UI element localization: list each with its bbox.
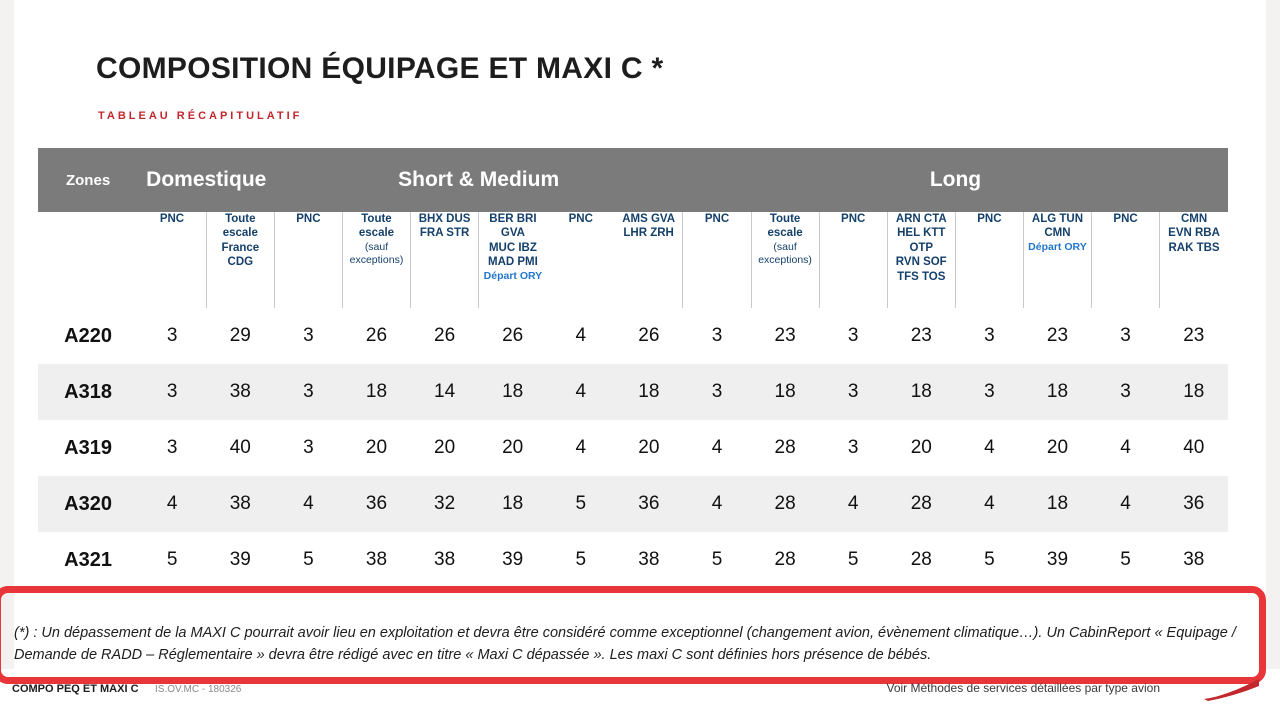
cell: 28: [887, 476, 955, 532]
cell: 3: [138, 420, 206, 476]
cell: 18: [1023, 364, 1091, 420]
subheader-col-2: Toute escale France CDG: [206, 212, 274, 308]
cell: 4: [955, 420, 1023, 476]
table-group-header-row: [38, 148, 1228, 212]
cell: 3: [819, 308, 887, 364]
cell: 18: [615, 364, 683, 420]
cell: 4: [547, 308, 615, 364]
cell: 4: [955, 476, 1023, 532]
cell: 36: [1160, 476, 1228, 532]
cell: 38: [342, 532, 410, 588]
subheader-col-13: PNC: [955, 212, 1023, 308]
cell: 29: [206, 308, 274, 364]
cell: 5: [138, 532, 206, 588]
group-header-short-medium: Short & Medium: [274, 148, 683, 212]
cell: 26: [342, 308, 410, 364]
subheader-col-9: PNC: [683, 212, 751, 308]
subheader-col-4: Toute escale (sauf exceptions): [342, 212, 410, 308]
subheader-col-1: PNC: [138, 212, 206, 308]
subheader-col-3: PNC: [274, 212, 342, 308]
cell: 39: [206, 532, 274, 588]
subheader-zones-blank: [38, 212, 138, 308]
cell: 23: [1160, 308, 1228, 364]
subheader-col-7: PNC: [547, 212, 615, 308]
cell: 36: [615, 476, 683, 532]
cell: 5: [955, 532, 1023, 588]
cell: 26: [479, 308, 547, 364]
group-header-long: Long: [683, 148, 1228, 212]
row-label-a319: A319: [38, 420, 138, 476]
cell: 38: [411, 532, 479, 588]
row-label-a220: A220: [38, 308, 138, 364]
cell: 40: [1160, 420, 1228, 476]
group-header-zones: Zones: [38, 148, 138, 212]
table-row: [38, 420, 1228, 476]
subheader-col-5: BHX DUS FRA STR: [411, 212, 479, 308]
cell: 3: [683, 308, 751, 364]
table-row: [38, 308, 1228, 364]
row-label-a320: A320: [38, 476, 138, 532]
cell: 3: [1092, 308, 1160, 364]
cell: 4: [683, 420, 751, 476]
subheader-col-14: ALG TUN CMN Départ ORY: [1023, 212, 1091, 308]
subheader-col-12: ARN CTA HEL KTT OTP RVN SOF TFS TOS: [887, 212, 955, 308]
cell: 38: [1160, 532, 1228, 588]
cell: 26: [615, 308, 683, 364]
cell: 20: [615, 420, 683, 476]
cell: 4: [547, 420, 615, 476]
cell: 3: [274, 364, 342, 420]
cell: 38: [206, 476, 274, 532]
cell: 26: [411, 308, 479, 364]
cell: 20: [411, 420, 479, 476]
subheader-col-15: PNC: [1092, 212, 1160, 308]
company-logo-icon: [1202, 677, 1262, 703]
page-title: COMPOSITION ÉQUIPAGE ET MAXI C *: [96, 52, 664, 85]
cell: 3: [1092, 364, 1160, 420]
crew-composition-table: [38, 148, 1228, 588]
group-header-domestique: Domestique: [138, 148, 274, 212]
cell: 5: [274, 532, 342, 588]
cell: 4: [274, 476, 342, 532]
cell: 5: [547, 476, 615, 532]
row-label-a318: A318: [38, 364, 138, 420]
cell: 3: [274, 420, 342, 476]
cell: 23: [751, 308, 819, 364]
cell: 3: [274, 308, 342, 364]
cell: 36: [342, 476, 410, 532]
table-row: [38, 476, 1228, 532]
cell: 5: [1092, 532, 1160, 588]
subheader-col-8: AMS GVA LHR ZRH: [615, 212, 683, 308]
cell: 28: [887, 532, 955, 588]
cell: 18: [342, 364, 410, 420]
cell: 38: [206, 364, 274, 420]
cell: 4: [819, 476, 887, 532]
cell: 4: [1092, 476, 1160, 532]
row-label-a321: A321: [38, 532, 138, 588]
cell: 3: [955, 308, 1023, 364]
cell: 3: [819, 420, 887, 476]
cell: 3: [955, 364, 1023, 420]
cell: 18: [479, 476, 547, 532]
table-subheader-row: [38, 212, 1228, 308]
cell: 5: [819, 532, 887, 588]
cell: 20: [479, 420, 547, 476]
cell: 32: [411, 476, 479, 532]
subheader-col-11: PNC: [819, 212, 887, 308]
cell: 4: [1092, 420, 1160, 476]
cell: 28: [751, 420, 819, 476]
cell: 20: [887, 420, 955, 476]
footer-note: Voir Méthodes de services détaillées par type avion: [886, 681, 1160, 695]
table-row: [38, 364, 1228, 420]
cell: 14: [411, 364, 479, 420]
cell: 23: [1023, 308, 1091, 364]
cell: 28: [751, 476, 819, 532]
subheader-col-16: CMN EVN RBA RAK TBS: [1160, 212, 1228, 308]
cell: 18: [1160, 364, 1228, 420]
right-margin-strip: [1266, 0, 1280, 711]
footnote-text: (*) : Un dépassement de la MAXI C pourrait avoir lieu en exploitation et devra être considéré comme exceptionnel (changement avion, évènement climatique…). Un CabinReport « Equipage / Demande de RADD – Réglementaire » devra être rédigé avec en titre « Maxi C dépassée ». Les maxi C sont définies hors présence de bébés.: [14, 625, 1236, 664]
table-row: [38, 532, 1228, 588]
cell: 20: [1023, 420, 1091, 476]
cell: 5: [547, 532, 615, 588]
cell: 3: [138, 364, 206, 420]
cell: 3: [683, 364, 751, 420]
cell: 39: [479, 532, 547, 588]
cell: 3: [138, 308, 206, 364]
cell: 18: [479, 364, 547, 420]
cell: 4: [547, 364, 615, 420]
cell: 20: [342, 420, 410, 476]
cell: 4: [683, 476, 751, 532]
left-margin-strip: [0, 0, 14, 711]
cell: 18: [887, 364, 955, 420]
cell: 28: [751, 532, 819, 588]
page-subtitle: TABLEAU RÉCAPITULATIF: [98, 110, 303, 122]
cell: 40: [206, 420, 274, 476]
cell: 23: [887, 308, 955, 364]
footer-reference: IS.OV.MC - 180326: [155, 684, 242, 695]
footer-doc-title: COMPO PEQ ET MAXI C: [12, 683, 139, 695]
cell: 4: [138, 476, 206, 532]
cell: 18: [1023, 476, 1091, 532]
cell: 5: [683, 532, 751, 588]
cell: 38: [615, 532, 683, 588]
subheader-col-10: Toute escale (sauf exceptions): [751, 212, 819, 308]
cell: 39: [1023, 532, 1091, 588]
cell: 18: [751, 364, 819, 420]
subheader-col-6: BER BRI GVA MUC IBZ MAD PMI Départ ORY: [479, 212, 547, 308]
cell: 3: [819, 364, 887, 420]
